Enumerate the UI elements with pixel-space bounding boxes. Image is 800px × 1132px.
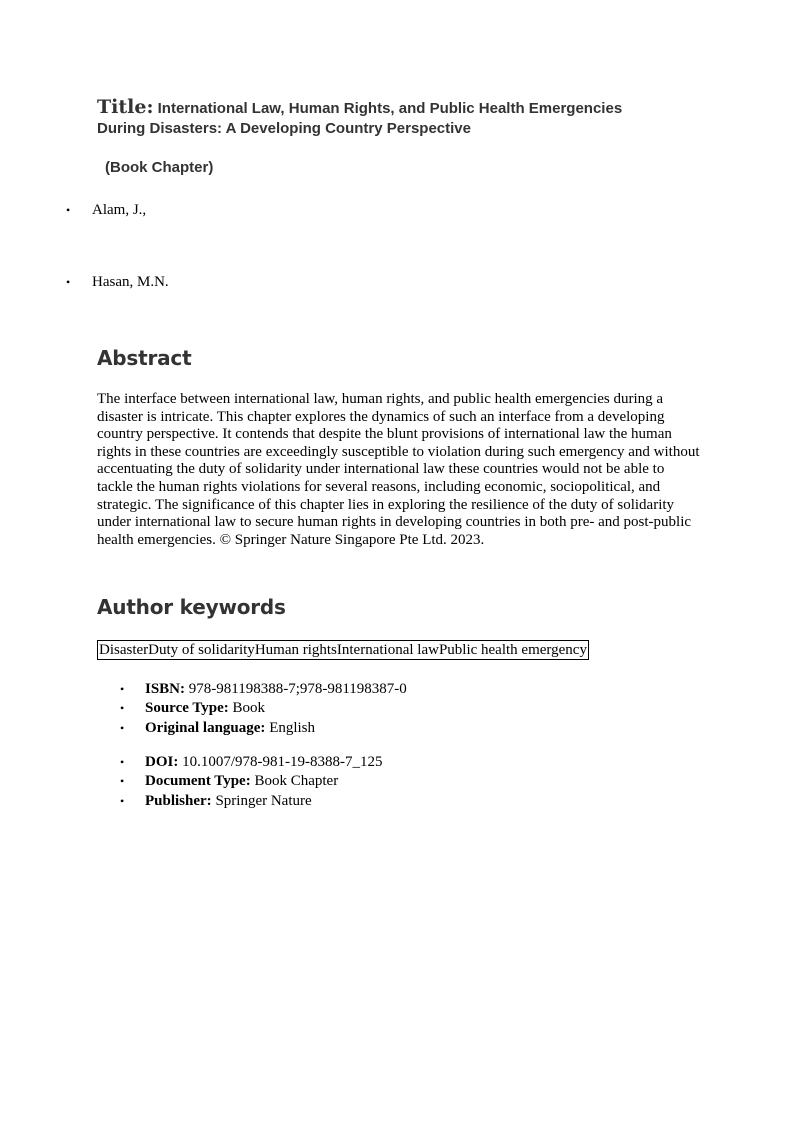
bullet-icon: • (120, 755, 125, 769)
metadata-value: 10.1007/978-981-19-8388-7_125 (182, 754, 383, 770)
metadata-item-isbn (120, 680, 407, 699)
keyword-item[interactable]: Disaster (99, 642, 149, 658)
bullet-icon: • (120, 682, 125, 696)
abstract-text: The interface between international law, human rights, and public health emergencies during a disaster is intricate. This chapter explores the dynamics of such an interface from a developing country perspective. It contends that despite the blunt provisions of international law the human rights in these countries are exceedingly susceptible to violation during such emergency and without accentuating the duty of solidarity under international law these countries would not be able to tackle the human rights violations for several reasons, including economic, sociopolitical, and strategic. The significance of this chapter lies in exploring the resilience of the duty of solidarity under international law to secure human rights in developing countries in both pre- and post-public health emergencies. © Springer Nature Singapore Pte Ltd. 2023. (97, 391, 700, 548)
chapter-type: (Book Chapter) (105, 159, 214, 176)
author-name: Hasan, M.N. (92, 274, 169, 290)
keyword-item[interactable]: Duty of solidarity (148, 642, 255, 658)
metadata-label: ISBN: (145, 681, 186, 697)
title-line-1: International Law, Human Rights, and Public Health Emergencies (157, 100, 623, 117)
metadata-label: Publisher: (145, 792, 212, 809)
metadata-value: Springer Nature (215, 792, 312, 809)
abstract-heading: Abstract (97, 346, 192, 370)
bullet-icon: • (66, 203, 71, 217)
keyword-item[interactable]: Public health emergency (438, 642, 587, 658)
metadata-value: 978-981198388-7;978-981198387-0 (188, 681, 407, 697)
bullet-icon: • (120, 701, 125, 716)
metadata-list (120, 753, 383, 811)
author-item (66, 272, 169, 292)
author-item (66, 200, 146, 220)
metadata-item-doi (120, 753, 383, 772)
author-name: Alam, J., (92, 202, 147, 218)
metadata-value: English (269, 719, 316, 736)
metadata-item-language (120, 719, 407, 738)
keywords-heading: Author keywords (97, 595, 286, 619)
metadata-value: Book (232, 700, 266, 717)
bullet-icon: • (120, 793, 125, 808)
metadata-item-document-type (120, 772, 383, 791)
document-title (97, 97, 717, 139)
metadata-list (120, 680, 407, 738)
bullet-icon: • (66, 275, 71, 289)
title-label: Title: (97, 96, 154, 118)
metadata-label: Document Type: (145, 773, 251, 790)
title-line-2: During Disasters: A Developing Country Perspective (97, 120, 471, 137)
metadata-item-publisher (120, 792, 383, 811)
keywords-box (97, 640, 589, 660)
metadata-label: DOI: (145, 754, 179, 770)
metadata-item-source-type (120, 699, 407, 718)
metadata-label: Source Type: (145, 700, 229, 717)
bullet-icon: • (120, 720, 125, 735)
metadata-value: Book Chapter (254, 773, 339, 790)
bullet-icon: • (120, 774, 125, 789)
keyword-item[interactable]: International law (336, 642, 439, 658)
metadata-label: Original language: (145, 719, 266, 736)
keyword-item[interactable]: Human rights (254, 642, 337, 658)
